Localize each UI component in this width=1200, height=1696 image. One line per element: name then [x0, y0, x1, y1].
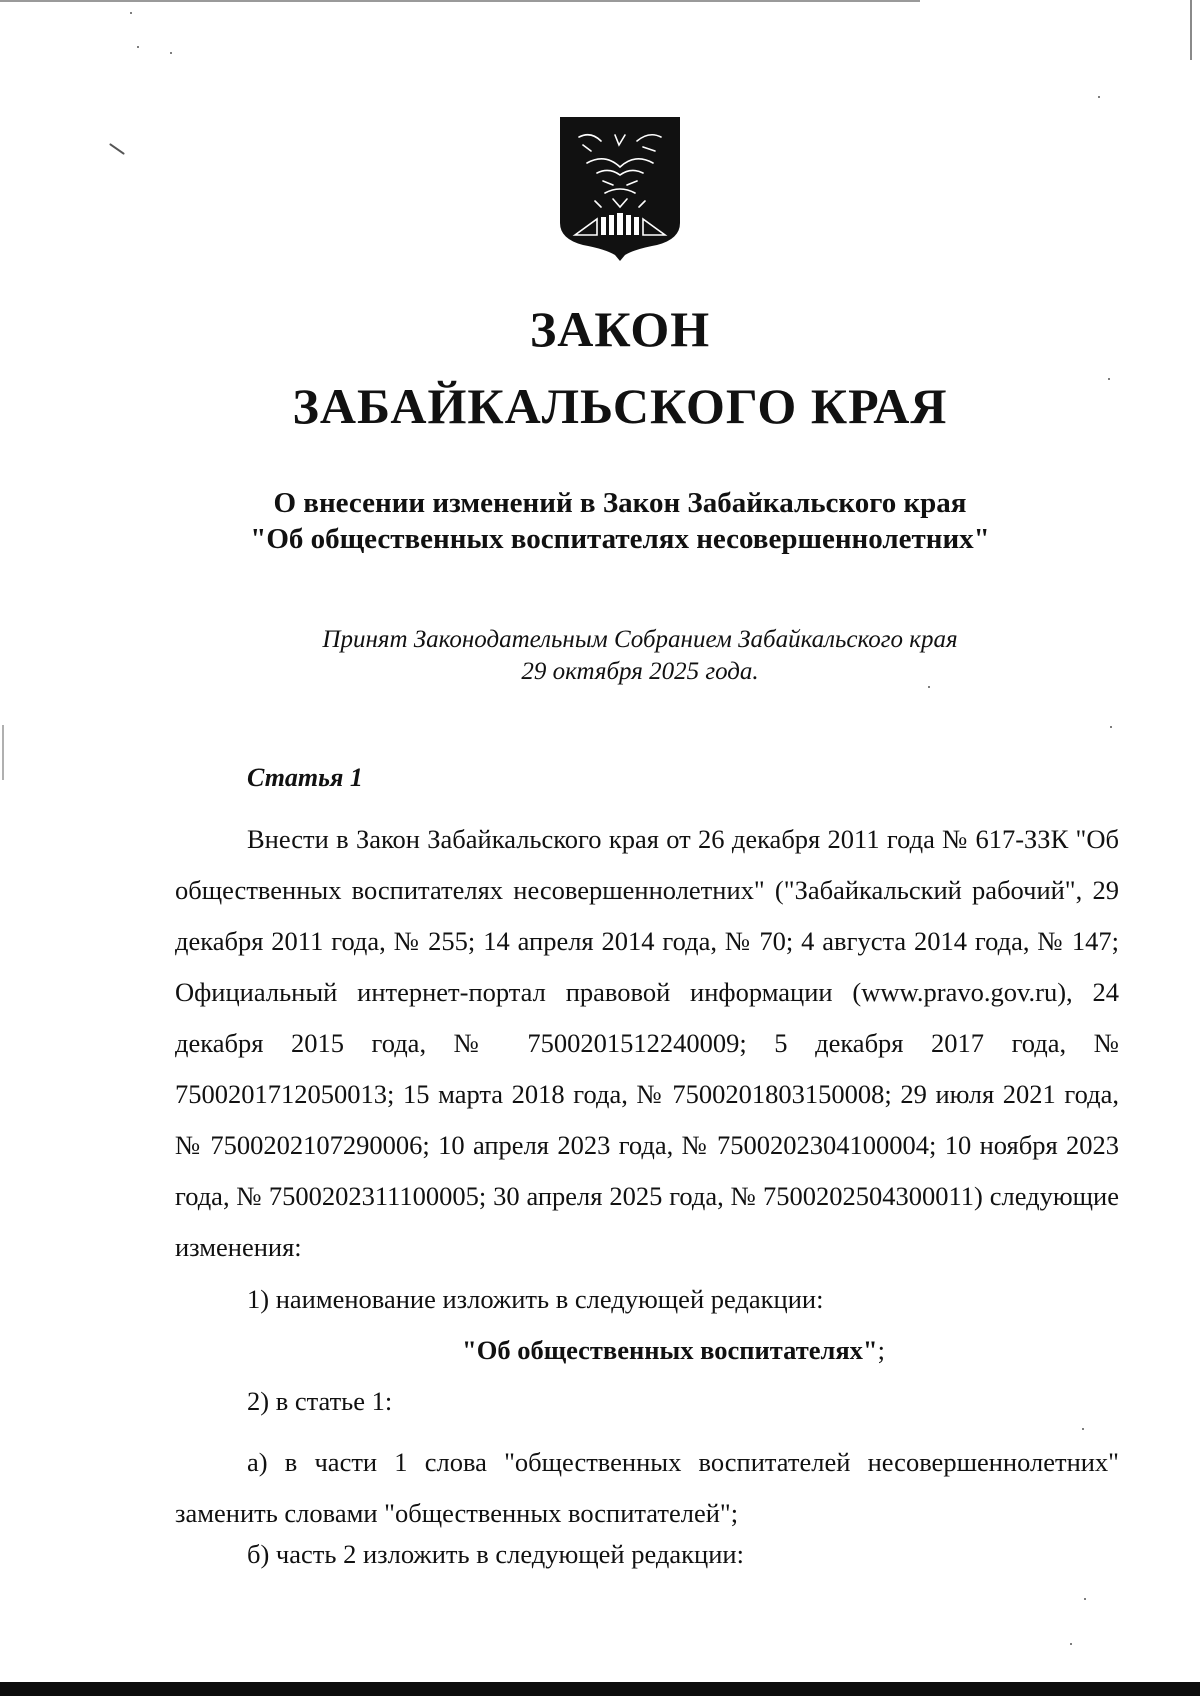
scan-edge-right: [1190, 0, 1192, 60]
article-heading: Статья 1: [247, 763, 363, 792]
scan-speck: [109, 143, 125, 155]
scan-speck: [170, 52, 172, 54]
amendment-item-2a: а) в части 1 слова "общественных воспитателей несовершеннолетних" заменить словами "общественных воспитателей";: [175, 1447, 1119, 1528]
amendment-item-2b: б) часть 2 изложить в следующей редакции:: [247, 1539, 744, 1569]
adoption-note: Принят Законодательным Собранием Забайкальского края: [322, 626, 958, 653]
scan-speck: [1082, 1428, 1084, 1430]
scan-speck: [137, 46, 139, 48]
scan-edge-top: [0, 0, 920, 2]
adoption-date: 29 октября 2025 года.: [521, 658, 759, 685]
scan-speck: [1084, 1598, 1086, 1600]
law-subject-line-2: "Об общественных воспитателях несовершеннолетних": [250, 523, 990, 555]
article-body: Внести в Закон Забайкальского края от 26 декабря 2011 года № 617-ЗЗК "Об общественных воспитателях несовершеннолетних" ("Забайкальский рабочий", 29 декабря 2011 года, № 255; 14 апреля 2014 года, № 70; 4 августа 2014 года, № 147; Официальный интернет-портал правовой информации (www.pravo.gov.ru), 24 декабря 2015 года, № 7500201512240009; 5 декабря 2017 года, № 7500201712050013; 15 марта 2018 года, № 7500201803150008; 29 июля 2021 года, № 7500202107290006; 10 апреля 2023 года, № 7500202304100004; 10 ноября 2023 года, № 7500202311100005; 30 апреля 2025 года, № 7500202504300011) следующие изменения:: [175, 824, 1119, 1262]
scan-edge-left: [2, 725, 4, 780]
scan-speck: [130, 12, 132, 14]
document-title-region: ЗАБАЙКАЛЬСКОГО КРАЯ: [292, 378, 948, 434]
scan-speck: [1110, 726, 1112, 728]
amendment-item-2: 2) в статье 1:: [247, 1386, 393, 1416]
scan-edge-bottom: [0, 1682, 1200, 1696]
amendment-item-1-quote: [462, 1335, 885, 1366]
scan-speck: [1070, 1643, 1072, 1645]
law-subject-line-1: О внесении изменений в Закон Забайкальского края: [273, 487, 967, 519]
document-title: ЗАКОН: [529, 301, 711, 357]
new-title-text: "Об общественных воспитателях": [462, 1335, 878, 1365]
quote-terminator: ;: [877, 1335, 886, 1365]
coat-of-arms-icon: [557, 115, 683, 261]
scan-speck: [1098, 96, 1100, 98]
amendment-item-1: 1) наименование изложить в следующей редакции:: [247, 1284, 824, 1314]
